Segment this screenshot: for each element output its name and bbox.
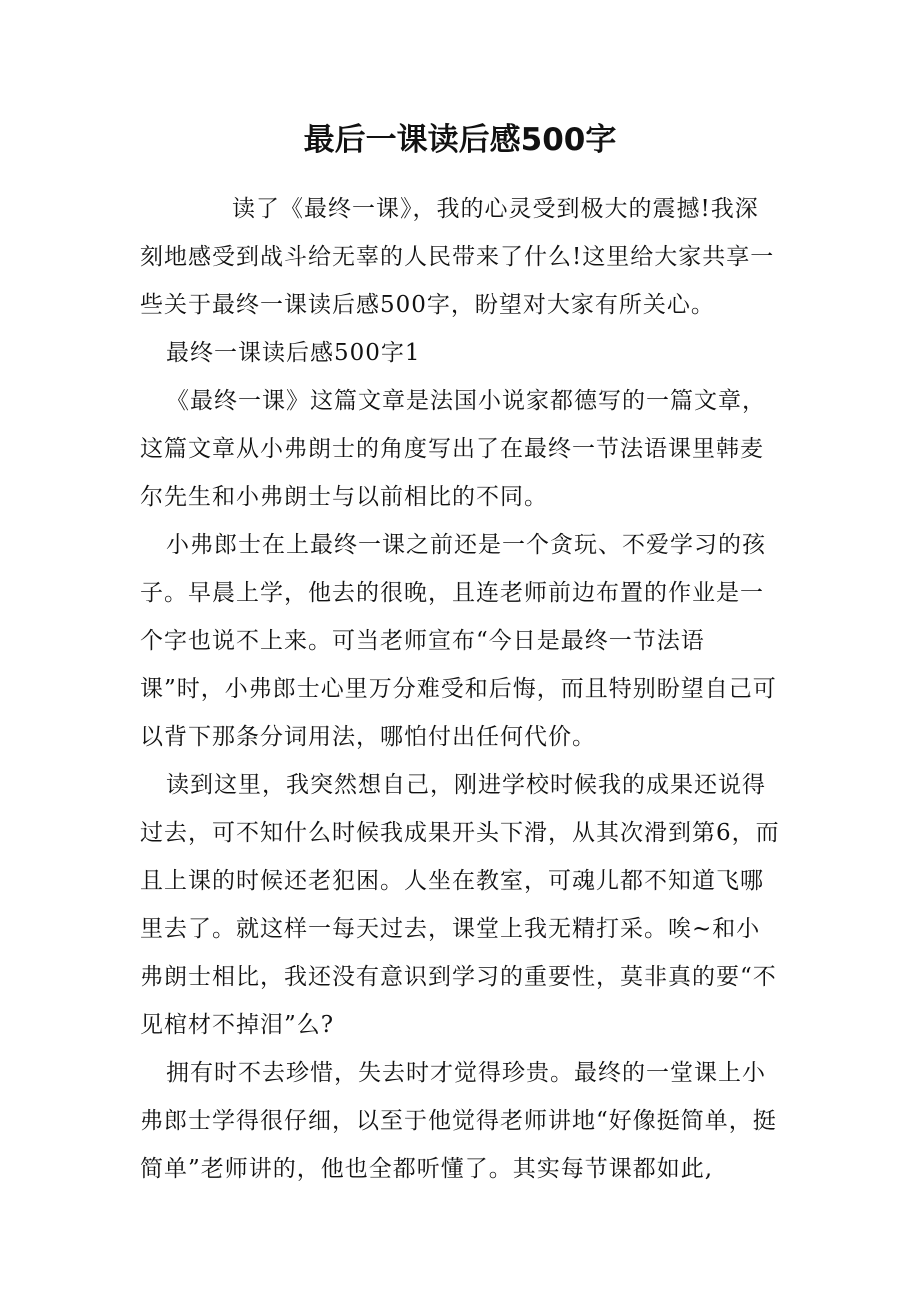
body-paragraph: 《最终一课》这篇文章是法国小说家都德写的一篇文章，这篇文章从小弗朗士的角度写出了在最终一节法语课里韩麦尔先生和小弗朗士与以前相比的不同。 — [140, 388, 766, 510]
body-paragraph: 拥有时不去珍惜，失去时才觉得珍贵。最终的一堂课上小弗郎士学得很仔细，以至于他觉得老师讲地“好像挺简单，挺简单”老师讲的，他也全都听懂了。其实每节课都如此, — [140, 1060, 777, 1182]
body-paragraph: 小弗郎士在上最终一课之前还是一个贪玩、不爱学习的孩子。早晨上学，他去的很晚，且连老师前边布置的作业是一个字也说不上来。可当老师宣布“今日是最终一节法语课”时，小弗郎士心里万分难受和后悔，而且特别盼望自己可以背下那条分词用法，哪怕付出任何代价。 — [140, 532, 777, 750]
section-heading: 最终一课读后感500字1 — [166, 340, 421, 366]
intro-paragraph: 读了《最终一课》，我的心灵受到极大的震撼!我深刻地感受到战斗给无辜的人民带来了什么!这里给大家共享一些关于最终一课读后感500字，盼望对大家有所关心。 — [140, 196, 775, 318]
body-paragraph: 读到这里，我突然想自己，刚进学校时候我的成果还说得过去，可不知什么时候我成果开头下滑，从其次滑到第6，而且上课的时候还老犯困。人坐在教室，可魂儿都不知道飞哪里去了。就这样一每天过去，课堂上我无精打采。唉~和小弗朗士相比，我还没有意识到学习的重要性，莫非真的要“不见棺材不掉泪”么? — [140, 772, 780, 1038]
document-title: 最后一课读后感500字 — [303, 122, 617, 158]
document-body — [140, 185, 780, 1193]
